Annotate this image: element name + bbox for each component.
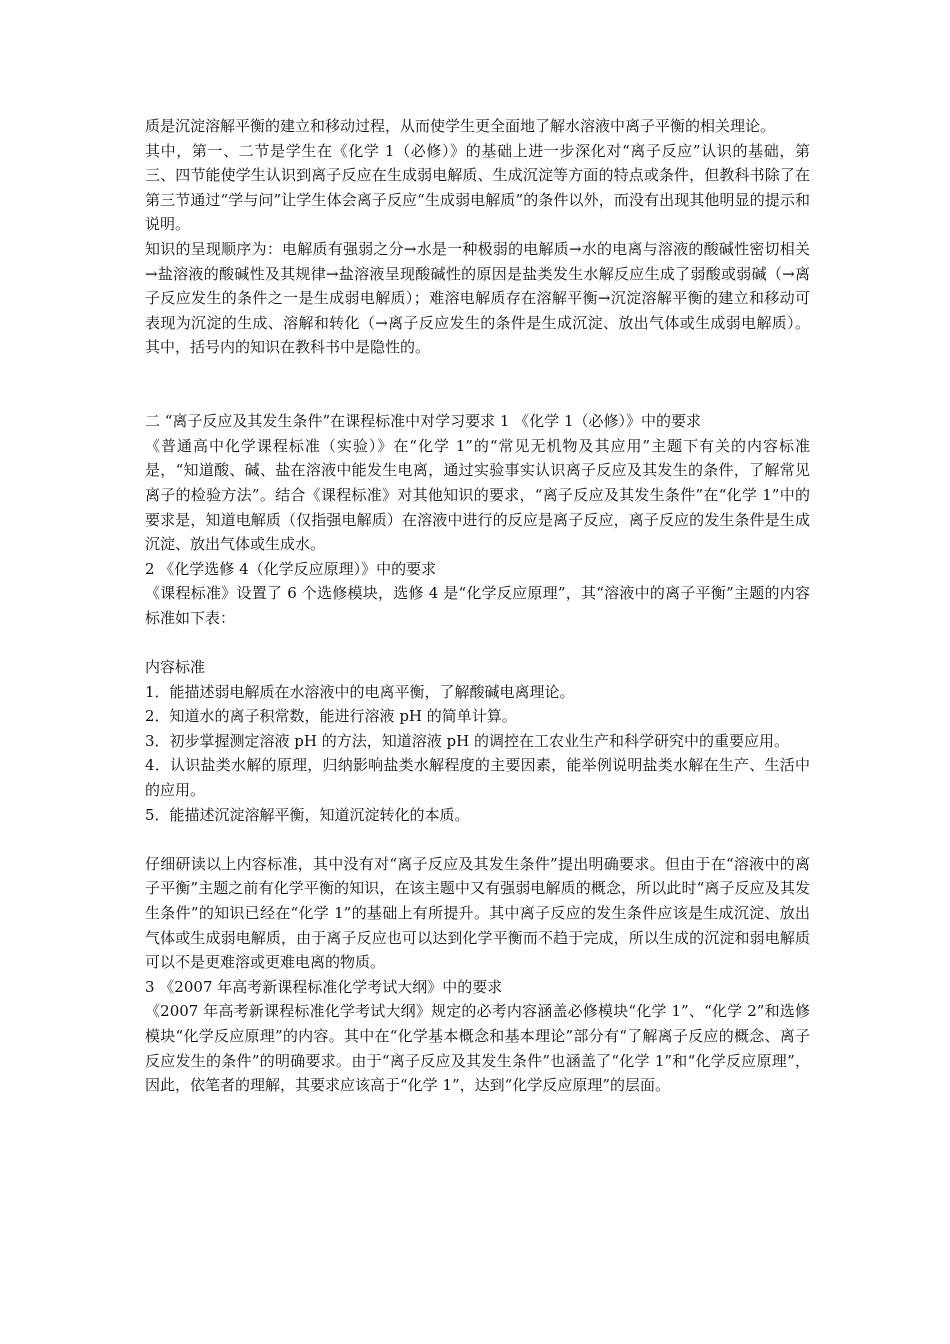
paragraph: 《2007 年高考新课程标准化学考试大纲》规定的必考内容涵盖必修模块“化学 1”、“化学 2”和选修模块“化学反应原理”的内容。其中在“化学基本概念和基本理论”部分有“了解离子反应的概念、离子反应发生的条件”的明确要求。由于“离子反应及其发生条件”也涵盖了“化学 1”和“化学反应原理”，因此，依笔者的理解，其要求应该高于“化学 1”，达到“化学反应原理”的层面。 xyxy=(145,1002,810,1095)
paragraph: 1．能描述弱电解质在水溶液中的电离平衡，了解酸碱电离理论。 xyxy=(145,682,575,701)
blank-line xyxy=(145,827,810,852)
blank-line xyxy=(145,360,810,409)
paragraph: 二 “离子反应及其发生条件”在课程标准中对学习要求 1 《化学 1（必修）》中的要求 xyxy=(145,412,701,431)
paragraph: 2 《化学选修 4（化学反应原理）》中的要求 xyxy=(145,559,437,578)
paragraph: 3．初步掌握测定溶液 pH 的方法，知道溶液 pH 的调控在工农业生产和科学研究中的重要应用。 xyxy=(145,731,789,750)
paragraph: 3 《2007 年高考新课程标准化学考试大纲》中的要求 xyxy=(145,977,503,996)
paragraph: 内容标准 xyxy=(145,658,206,677)
paragraph: 2．知道水的离子积常数，能进行溶液 pH 的简单计算。 xyxy=(145,707,517,726)
paragraph: 5．能描述沉淀溶解平衡，知道沉淀转化的本质。 xyxy=(145,805,470,824)
blank-line xyxy=(145,630,810,655)
paragraph: 知识的呈现顺序为：电解质有强弱之分→水是一种极弱的电解质→水的电离与溶液的酸碱性密切相关→盐溶液的酸碱性及其规律→盐溶液呈现酸碱性的原因是盐类发生水解反应生成了弱酸或弱碱（→离子反应发生的条件之一是生成弱电解质）；难溶电解质存在溶解平衡→沉淀溶解平衡的建立和移动可表现为沉淀的生成、溶解和转化（→离子反应发生的条件是生成沉淀、放出气体或生成弱电解质）。其中，括号内的知识在教科书中是隐性的。 xyxy=(145,239,810,357)
paragraph: 《普通高中化学课程标准（实验）》在“化学 1”的“常见无机物及其应用”主题下有关的内容标准是，“知道酸、碱、盐在溶液中能发生电离，通过实验事实认识离子反应及其发生的条件，了解常见离子的检验方法”。结合《课程标准》对其他知识的要求，“离子反应及其发生条件”在“化学 1”中的要求是，知道电解质（仅指强电解质）在溶液中进行的反应是离子反应，离子反应的发生条件是生成沉淀、放出气体或生成水。 xyxy=(145,436,810,554)
paragraph: 其中，第一、二节是学生在《化学 1（必修）》的基础上进一步深化对“离子反应”认识的基础，第三、四节能使学生认识到离子反应在生成弱电解质、生成沉淀等方面的特点或条件，但教科书除了在第三节通过“学与问”让学生体会离子反应“生成弱电解质”的条件以外，而没有出现其他明显的提示和说明。 xyxy=(145,141,810,234)
paragraph: 《课程标准》设置了 6 个选修模块，选修 4 是“化学反应原理”，其“溶液中的离子平衡”主题的内容标准如下表： xyxy=(145,584,810,627)
document-body xyxy=(145,114,810,1098)
paragraph: 质是沉淀溶解平衡的建立和移动过程，从而使学生更全面地了解水溶液中离子平衡的相关理论。 xyxy=(145,117,776,135)
paragraph: 4．认识盐类水解的原理，归纳影响盐类水解程度的主要因素，能举例说明盐类水解在生产、生活中的应用。 xyxy=(145,756,810,800)
paragraph: 仔细研读以上内容标准，其中没有对“离子反应及其发生条件”提出明确要求。但由于在“溶液中的离子平衡”主题之前有化学平衡的知识，在该主题中又有强弱电解质的概念，所以此时“离子反应及其发生条件”的知识已经在“化学 1”的基础上有所提升。其中离子反应的发生条件应该是生成沉淀、放出气体或生成弱电解质，由于离子反应也可以达到化学平衡而不趋于完成，所以生成的沉淀和弱电解质可以不是更难溶或更难电离的物质。 xyxy=(145,854,810,972)
